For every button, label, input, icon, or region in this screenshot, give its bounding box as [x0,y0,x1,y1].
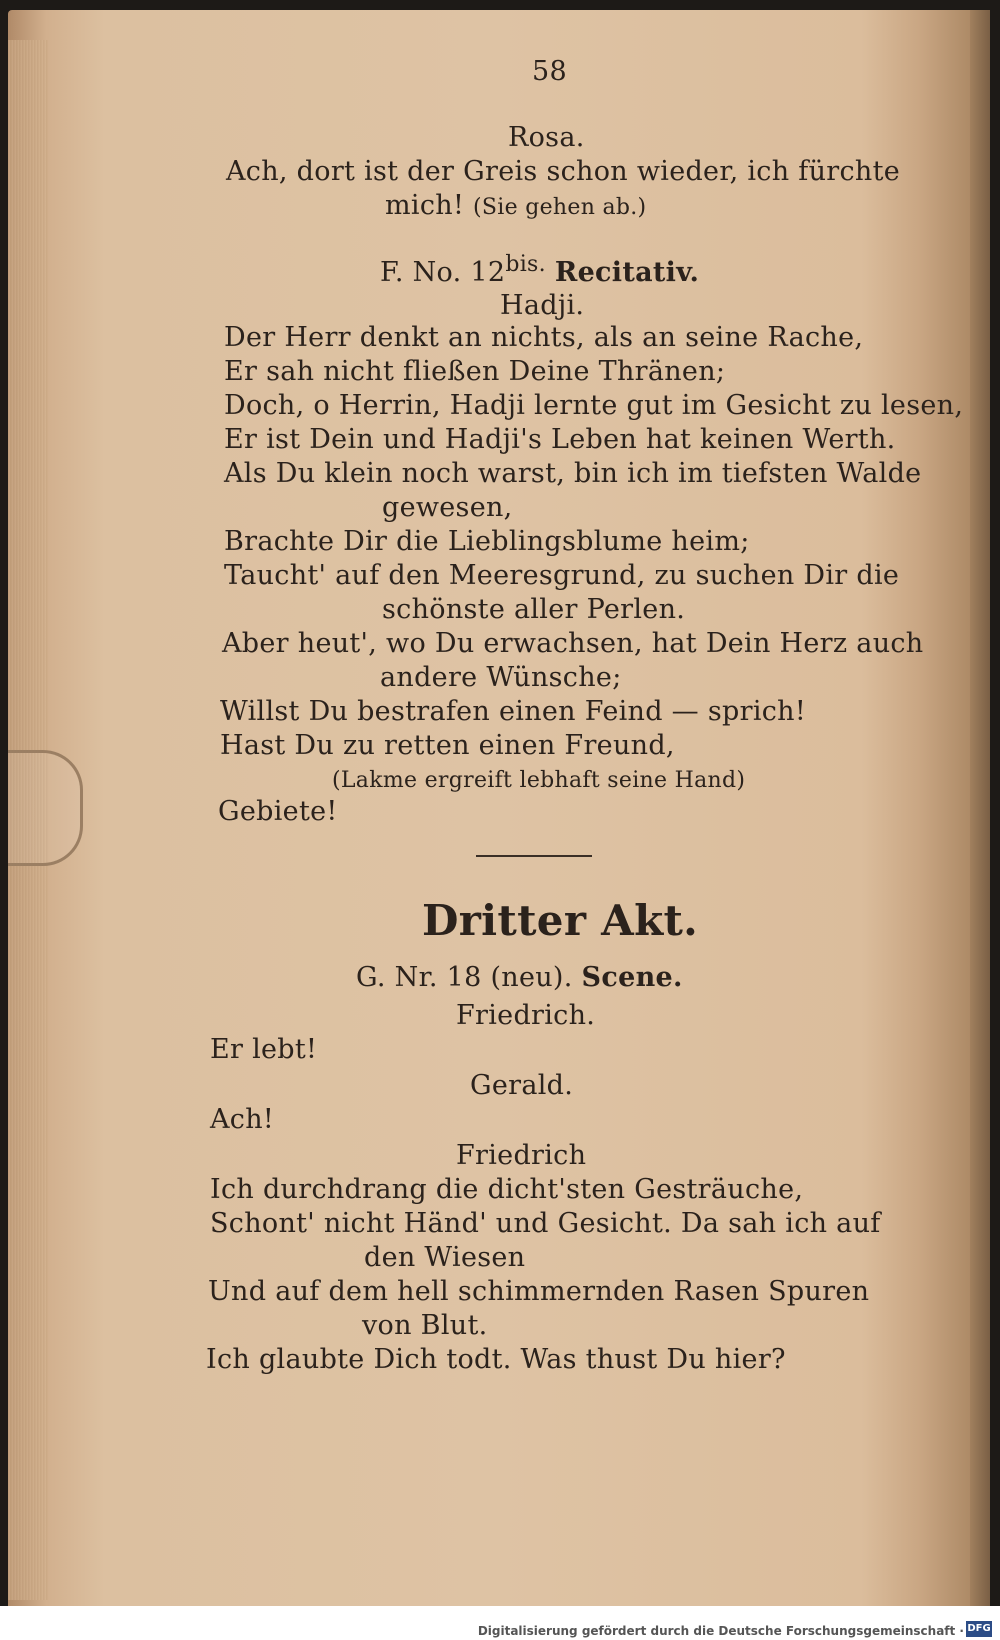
hadji-line-7: Brachte Dir die Lieblingsblume heim; [224,526,750,557]
page-tab-marker [8,750,83,866]
number-heading-12bis [380,252,699,288]
speaker-friedrich-2: Friedrich [456,1140,587,1171]
friedrich-line-1: Ich durchdrang die dicht'sten Gesträuche, [210,1174,804,1205]
number-heading-18 [356,962,683,993]
friedrich-line-3: den Wiesen [364,1242,526,1273]
number-heading-sup: bis. [505,252,546,277]
hadji-line-11: andere Wünsche; [380,662,622,693]
hadji-line-2: Er sah nicht fließen Deine Thränen; [224,356,726,387]
hadji-line-12: Willst Du bestrafen einen Feind — sprich! [220,696,807,727]
line-ach: Ach! [210,1104,275,1135]
act-title: Dritter Akt. [422,896,699,945]
line-er-lebt: Er lebt! [210,1034,318,1065]
hadji-line-3: Doch, o Herrin, Hadji lernte gut im Gesicht zu lesen, [224,390,964,421]
footer-credit: Digitalisierung gefördert durch die Deutsche Forschungsgemeinschaft · [477,1624,964,1638]
hadji-line-9: schönste aller Perlen. [382,594,686,625]
friedrich-line-5: von Blut. [362,1310,488,1341]
friedrich-line-6: Ich glaubte Dich todt. Was thust Du hier? [206,1344,786,1375]
hadji-line-1: Der Herr denkt an nichts, als an seine Rache, [224,322,864,353]
rosa-line-2 [385,190,646,221]
rosa-stage-direction: (Sie gehen ab.) [473,195,647,220]
gebiete-line: Gebiete! [218,796,338,827]
book-gutter [970,10,990,1610]
speaker-hadji: Hadji. [500,290,585,321]
hadji-line-13: Hast Du zu retten einen Freund, [220,730,675,761]
friedrich-line-4: Und auf dem hell schimmernden Rasen Spuren [208,1276,870,1307]
speaker-friedrich-1: Friedrich. [456,1000,596,1031]
page-number: 58 [532,56,567,87]
lakme-stage-direction: (Lakme ergreift lebhaft seine Hand) [332,768,746,793]
hadji-line-10: Aber heut', wo Du erwachsen, hat Dein Herz auch [222,628,924,659]
recitativ-title: Recitativ. [554,257,700,288]
number-heading-prefix: F. No. 12 [380,257,506,288]
hadji-line-6: gewesen, [382,492,513,523]
dfg-logo: DFG [966,1621,992,1637]
section-divider [476,855,592,857]
speaker-rosa: Rosa. [508,122,585,153]
rosa-line-2-text: mich! [385,190,465,221]
friedrich-line-2: Schont' nicht Händ' und Gesicht. Da sah ich auf [210,1208,881,1239]
speaker-gerald: Gerald. [470,1070,574,1101]
number-heading-18-text: G. Nr. 18 (neu). [356,962,573,993]
rosa-line-1: Ach, dort ist der Greis schon wieder, ich fürchte [226,156,900,187]
hadji-line-4: Er ist Dein und Hadji's Leben hat keinen Werth. [224,424,896,455]
hadji-line-8: Taucht' auf den Meeresgrund, zu suchen Dir die [224,560,900,591]
scene-title: Scene. [581,962,683,993]
hadji-line-5: Als Du klein noch warst, bin ich im tiefsten Walde [224,458,922,489]
